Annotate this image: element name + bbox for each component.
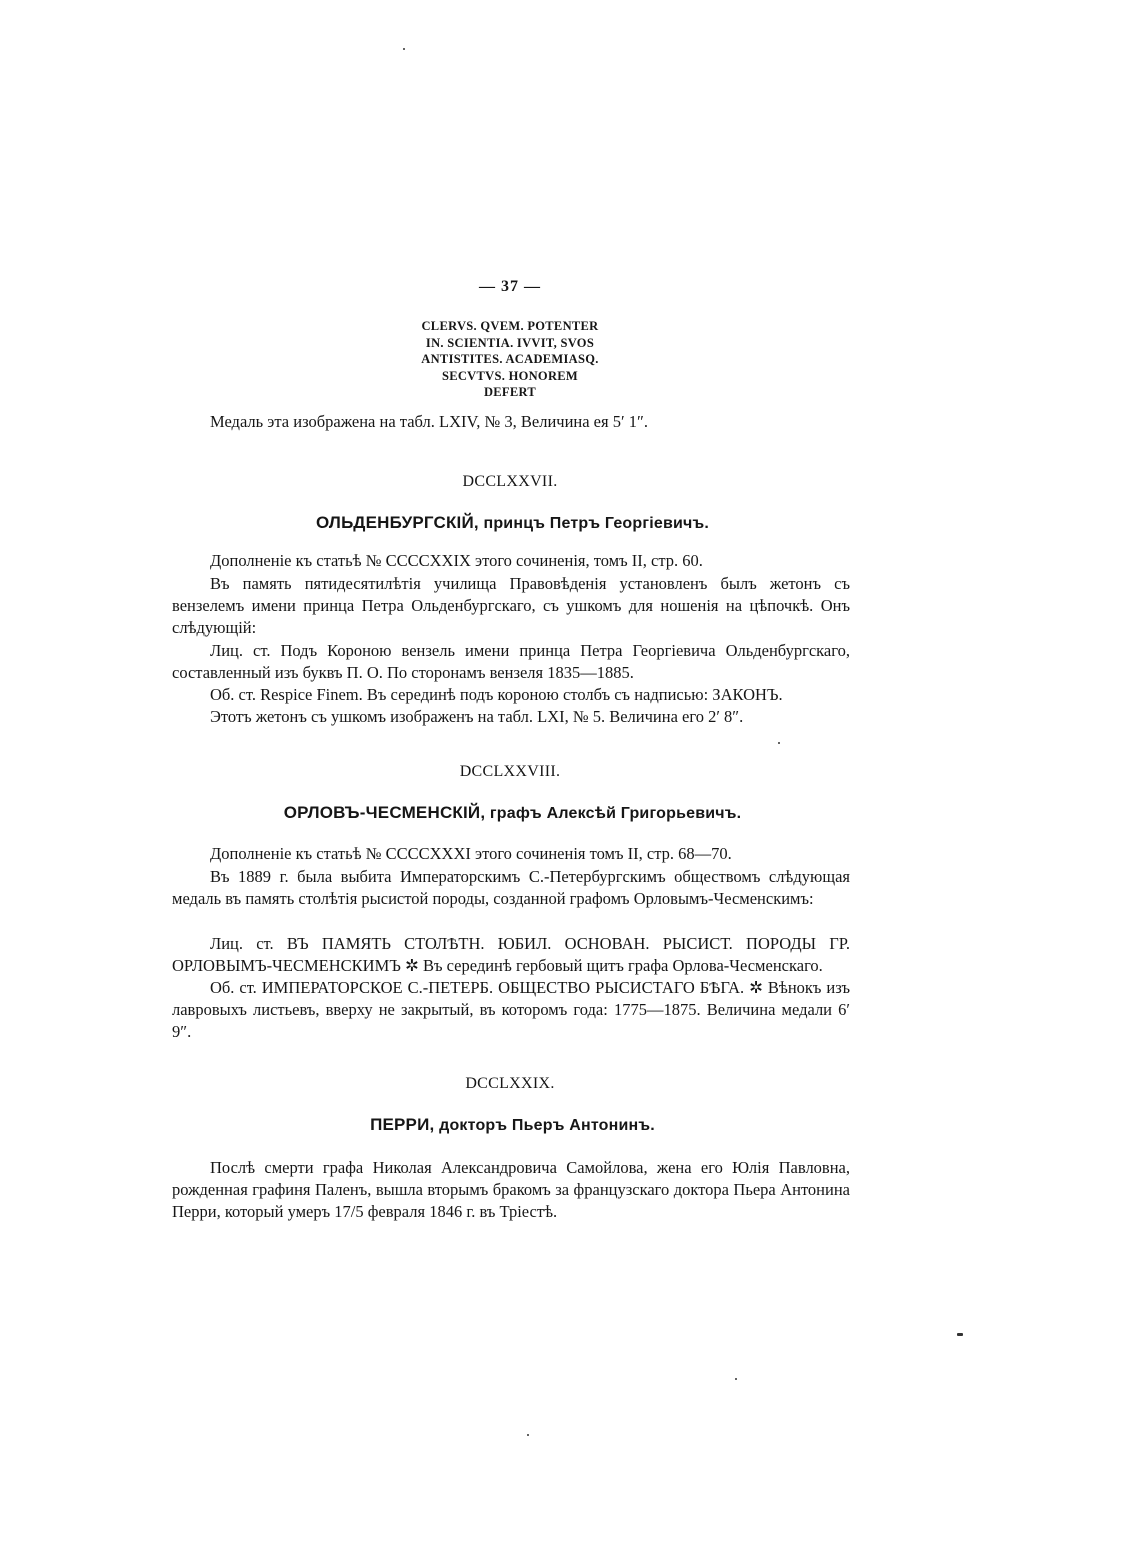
heading-title: графъ Алексѣй Григорьевичъ. [485,805,742,822]
heading-title: докторъ Пьеръ Антонинъ. [434,1117,655,1134]
inscription-line: CLERVS. QVEM. POTENTER [421,319,599,333]
paragraph: Дополненіе къ статьѣ № CCCCXXXI этого сочиненія томъ II, стр. 68—70. [210,844,732,863]
paragraph: Въ память пятидесятилѣтія училища Правовѣденія установленъ былъ жетонъ съ вензелемъ имени принца Петра Ольденбургскаго, съ ушкомъ для ношенія на цѣпочкѣ. Онъ слѣдующій: [172,574,850,637]
paragraph: Дополненіе къ статьѣ № CCCCXXIX этого сочиненія, томъ II, стр. 60. [210,551,703,570]
heading-surname: ПЕРРИ, [370,1115,435,1134]
inscription-line: IN. SCIENTIA. IVVIT, SVOS [425,335,595,350]
section-numeral: DCCLXXVIII. [459,763,561,780]
paragraph: Лиц. ст. ВЪ ПАМЯТЬ СТОЛѢТН. ЮБИЛ. ОСНОВАН. РЫСИСТ. ПОРОДЫ ГР. ОРЛОВЫМЪ-ЧЕСМЕНСКИМЪ ✲ Въ серединѣ гербовый щитъ графа Орлова-Чесменскаго. [172,934,850,975]
section-heading [0,513,1025,533]
medal-note: Медаль эта изображена на табл. LXIV, № 3, Величина ея 5′ 1″. [210,412,648,431]
scan-speck [403,48,405,50]
page-number: — 37 — [479,278,541,295]
medal-inscription [300,318,720,401]
paragraph: Об. ст. ИМПЕРАТОРСКОЕ С.-ПЕТЕРБ. ОБЩЕСТВО РЫСИСТАГО БѢГА. ✲ Вѣнокъ изъ лавровыхъ листьевъ, вверху не закрытый, въ которомъ года: 1775—1875. Величина медали 6′ 9″. [172,978,850,1041]
inscription-line: SECVTVS. HONOREM [441,368,579,383]
inscription-line: ANTISTITES. ACADEMIASQ. [421,352,599,366]
heading-title: принцъ Петръ Георгіевичъ. [478,515,710,532]
paragraph: Въ 1889 г. была выбита Императорскимъ С.-Петербургскимъ обществомъ слѣдующая медаль въ память столѣтія рысистой породы, созданной графомъ Орловымъ-Чесменскимъ: [172,867,850,908]
heading-surname: ОРЛОВЪ-ЧЕСМЕНСКІЙ, [283,803,486,822]
paragraph: Этотъ жетонъ съ ушкомъ изображенъ на табл. LXI, № 5. Величина его 2′ 8″. [210,707,744,726]
section-numeral: DCCLXXVII. [462,473,558,490]
section-heading [0,1115,1025,1135]
inscription-line: DEFERT [483,385,537,399]
scan-speck [527,1434,529,1436]
paragraph: Послѣ смерти графа Николая Александровича Самойлова, жена его Юлія Павловна, рожденная графиня Паленъ, вышла вторымъ бракомъ за французскаго доктора Пьера Антонина Перри, который умеръ 17/5 февраля 1846 г. въ Тріестѣ. [172,1158,850,1221]
scan-speck [957,1333,963,1336]
heading-surname: ОЛЬДЕНБУРГСКІЙ, [315,513,479,532]
section-numeral: DCCLXXIX. [465,1075,555,1092]
scan-speck [778,742,780,744]
paragraph: Об. ст. Respice Finem. Въ серединѣ подъ короною столбъ съ надписью: ЗАКОНЪ. [210,685,783,704]
section-heading [0,803,1025,823]
paragraph: Лиц. ст. Подъ Короною вензель имени принца Петра Георгіевича Ольденбургскаго, составленный изъ буквъ П. О. По сторонамъ вензеля 1835—1885. [172,641,850,682]
scan-speck [735,1378,737,1380]
